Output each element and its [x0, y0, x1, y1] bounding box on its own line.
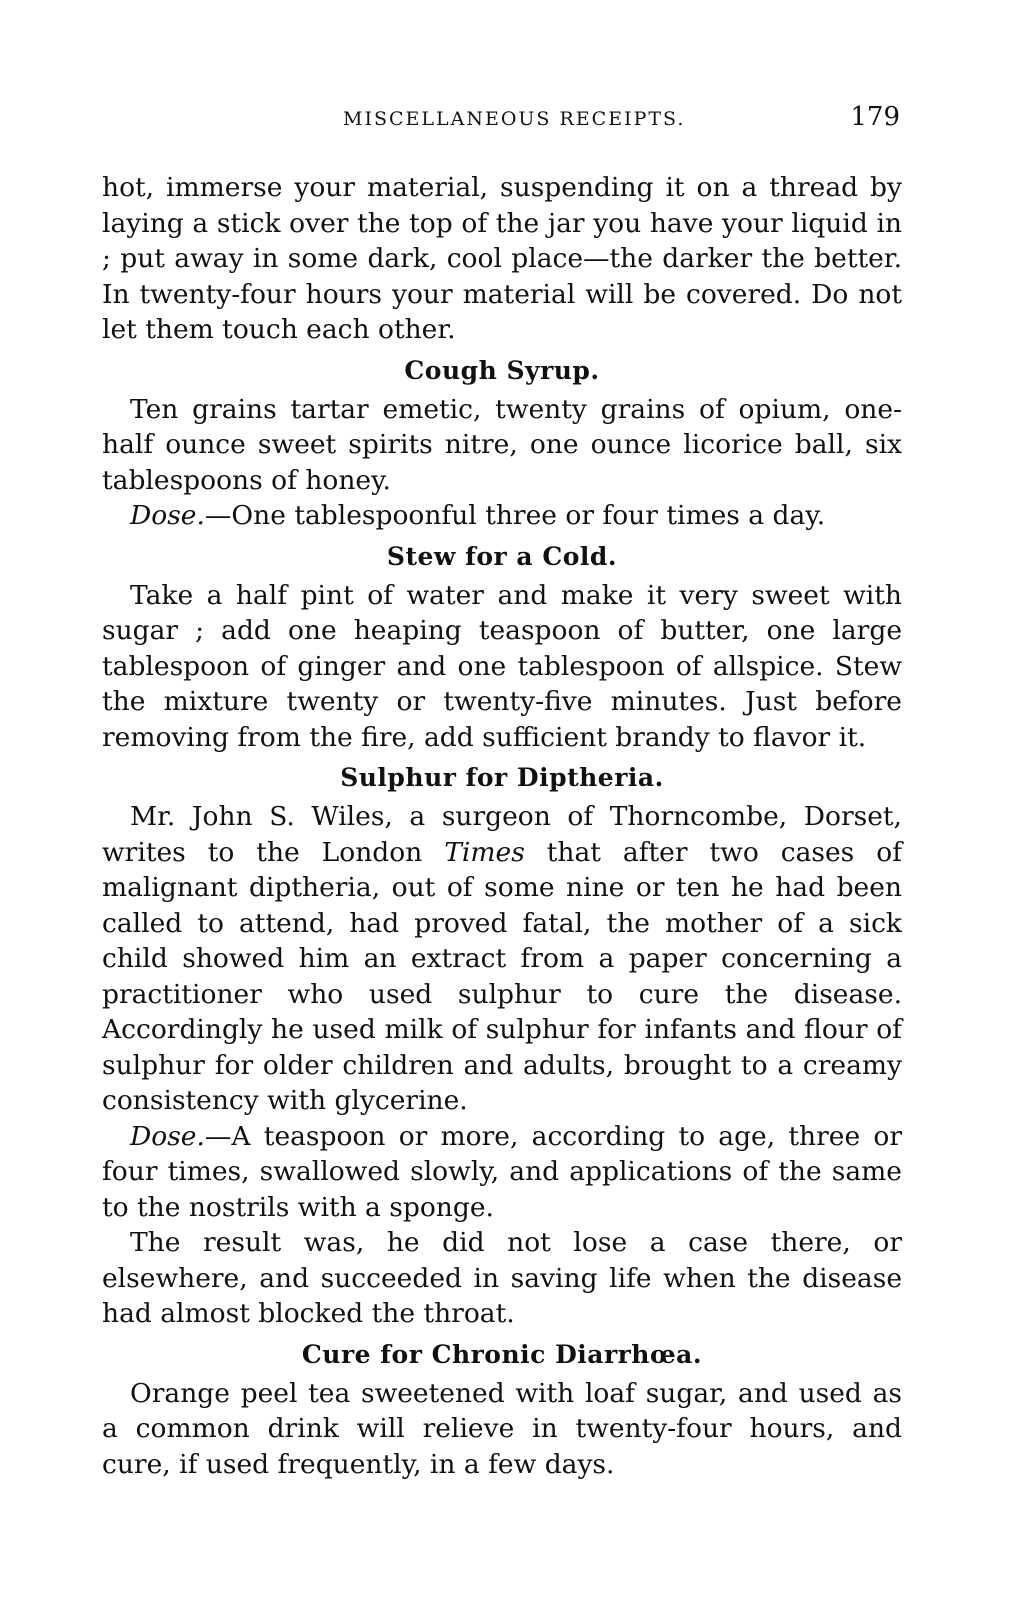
diarrhoea-paragraph: Orange peel tea sweetened with loaf sugar, and used as a common drink will relieve in twenty-four hours, and cure, if used frequently, in a few days.: [102, 1377, 902, 1480]
cough-syrup-dose: [102, 498, 902, 534]
heading-cough-syrup: Cough Syrup.: [404, 355, 600, 385]
sulphur-text-before: Mr. John S. Wiles, a surgeon of Thorncombe, Dorset, writes to the London: [102, 801, 902, 868]
running-title: MISCELLANEOUS RECEIPTS.: [343, 108, 686, 130]
dose-label: Dose.: [130, 1120, 205, 1152]
newspaper-title: Times: [444, 836, 525, 868]
heading-diarrhoea: Cure for Chronic Diarrhœa.: [301, 1339, 703, 1369]
cough-syrup-paragraph: Ten grains tartar emetic, twenty grains of opium, one-half ounce sweet spirits nitre, one ounce licorice ball, six tablespoons of honey.: [102, 393, 902, 496]
heading-stew-cold: Stew for a Cold.: [386, 541, 618, 571]
sulphur-result: The result was, he did not lose a case there, or elsewhere, and succeeded in saving life when the disease had almost blocked the throat.: [102, 1227, 902, 1329]
sulphur-text-after: that after two cases of malignant diptheria, out of some nine or ten he had been called to attend, had proved fatal, the mother of a sick child showed him an extract from a paper concerning a practitioner who used sulphur to cure the disease. Accordingly he used milk of sulphur for infants and flour of sulphur for older children and adults, brought to a creamy consistency with glycerine.: [102, 836, 902, 1116]
stew-cold-paragraph: Take a half pint of water and make it very sweet with sugar ; add one heaping teaspoon of butter, one large tablespoon of ginger and one tablespoon of allspice. Stew the mixture twenty or twenty-five minutes. Just before removing from the fire, add sufficient brandy to flavor it.: [102, 579, 902, 753]
page-body: [102, 170, 902, 1482]
dose-text: —A teaspoon or more, according to age, three or four times, swallowed slowly, and applications of the same to the nostrils with a sponge.: [102, 1120, 902, 1223]
running-head: [100, 102, 900, 138]
heading-sulphur-diptheria: Sulphur for Diptheria.: [340, 763, 664, 792]
intro-paragraph: hot, immerse your material, suspending it on a thread by laying a stick over the top of the jar you have your liquid in ; put away in some dark, cool place—the darker the better. In twenty-four hours your material will be covered. Do not let them touch each other.: [102, 172, 902, 345]
dose-label: Dose.: [130, 500, 205, 531]
page-number: 179: [850, 102, 900, 132]
dose-text: —One tablespoonful three or four times a day.: [204, 500, 826, 531]
sulphur-dose: [102, 1119, 902, 1226]
sulphur-paragraph: [102, 799, 902, 1119]
